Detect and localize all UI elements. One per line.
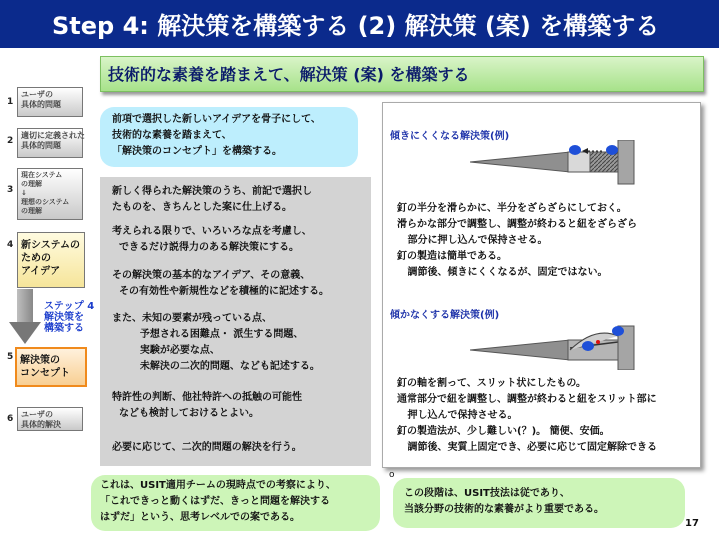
step-number-5: 5 [7, 352, 14, 362]
note-bubble-right-text: この段階は、USIT技法は従であり、 当該分野の技術的な素養がより重要である。 [404, 488, 604, 515]
down-arrow-icon [9, 322, 41, 344]
step-number-4: 4 [7, 240, 14, 250]
page-title: Step 4: 解決策を構築する (2) 解決策 (案) を構築する [52, 12, 660, 40]
step-box-2: 適切に定義された 具体的問題 [17, 128, 83, 158]
nail-slit-figure [470, 318, 650, 370]
instruction-p4: また、未知の要素が残っている点、 予想される困難点・ 派生する問題、 実験が必要な点、 未解決の二次的問題、なども記述する。 [112, 313, 320, 372]
instruction-p2: 考えられる限りで、いろいろな点を考慮し、 できるだけ説得力のある解決策にする。 [112, 226, 312, 253]
subtitle-text: 技術的な素養を踏まえて、解決策 (案) を構築する [108, 65, 470, 84]
dot-mark: o [389, 470, 395, 480]
example-text-2: 釘の軸を割って、スリット状にしたもの。 通常部分で紐を調整し、調整が終わると紐をスリット部に 押し込んで保持させる。 釘の製造法が、少し難しい(？)。 簡便、安価。 調節後、実質上固定でき、必要に応じて固定解除できる [397, 378, 658, 453]
concept-bubble-text: 前項で選択した新しいアイデアを骨子にして、 技術的な素養を踏まえて、 「解決策のコンセプト」を構築する。 [112, 114, 321, 157]
instruction-p5: 特許性の判断、他社特許への抵触の可能性 なども検討しておけるとよい。 [112, 392, 302, 419]
step-number-3: 3 [7, 185, 14, 195]
step-number-2: 2 [7, 136, 14, 146]
step-box-1: ユーザの 具体的問題 [17, 87, 83, 117]
step-box-6: ユーザの 具体的解決 [17, 407, 83, 431]
instruction-p3: その解決策の基本的なアイデア、その意義、 その有効性や新規性などを積極的に記述する。 [112, 270, 329, 297]
page-number: 17 [685, 518, 699, 529]
step-box-3: 現在システム の理解 ↓ 理想のシステム の理解 [17, 168, 83, 220]
step-number-6: 6 [7, 414, 14, 424]
progress-arrow-shaft [17, 289, 33, 323]
nail-smooth-rough-figure [470, 140, 650, 190]
example-heading-2: 傾かなくする解決策(例) [390, 310, 500, 321]
example-text-1: 釘の半分を滑らかに、半分をざらざらにしておく。 滑らかな部分で調整し、調整が終わると紐をざらざら 部分に押し込んで保持させる。 釘の製造は簡単である。 調節後、傾きにくくなるが、固定ではない。 [397, 203, 637, 278]
instruction-p6: 必要に応じて、二次的問題の解決を行う。 [112, 442, 302, 453]
example-heading-1: 傾きにくくなる解決策(例) [390, 131, 510, 142]
step-box-4: 新システムの ための アイデア [17, 232, 85, 288]
instruction-p1: 新しく得られた解決策のうち、前記で選択し たものを、きちんとした案に仕上げる。 [112, 186, 312, 213]
note-bubble-left-text: これは、USIT適用チームの現時点での考察により、 「これできっと動くはずだ、きっと問題を解決する はずだ」という、思考レベルでの案である。 [100, 480, 336, 523]
step4-note: ステップ 4 解決策を 構築する [44, 301, 95, 334]
step-box-5: 解決策の コンセプト [15, 347, 87, 387]
step-number-1: 1 [7, 97, 14, 107]
